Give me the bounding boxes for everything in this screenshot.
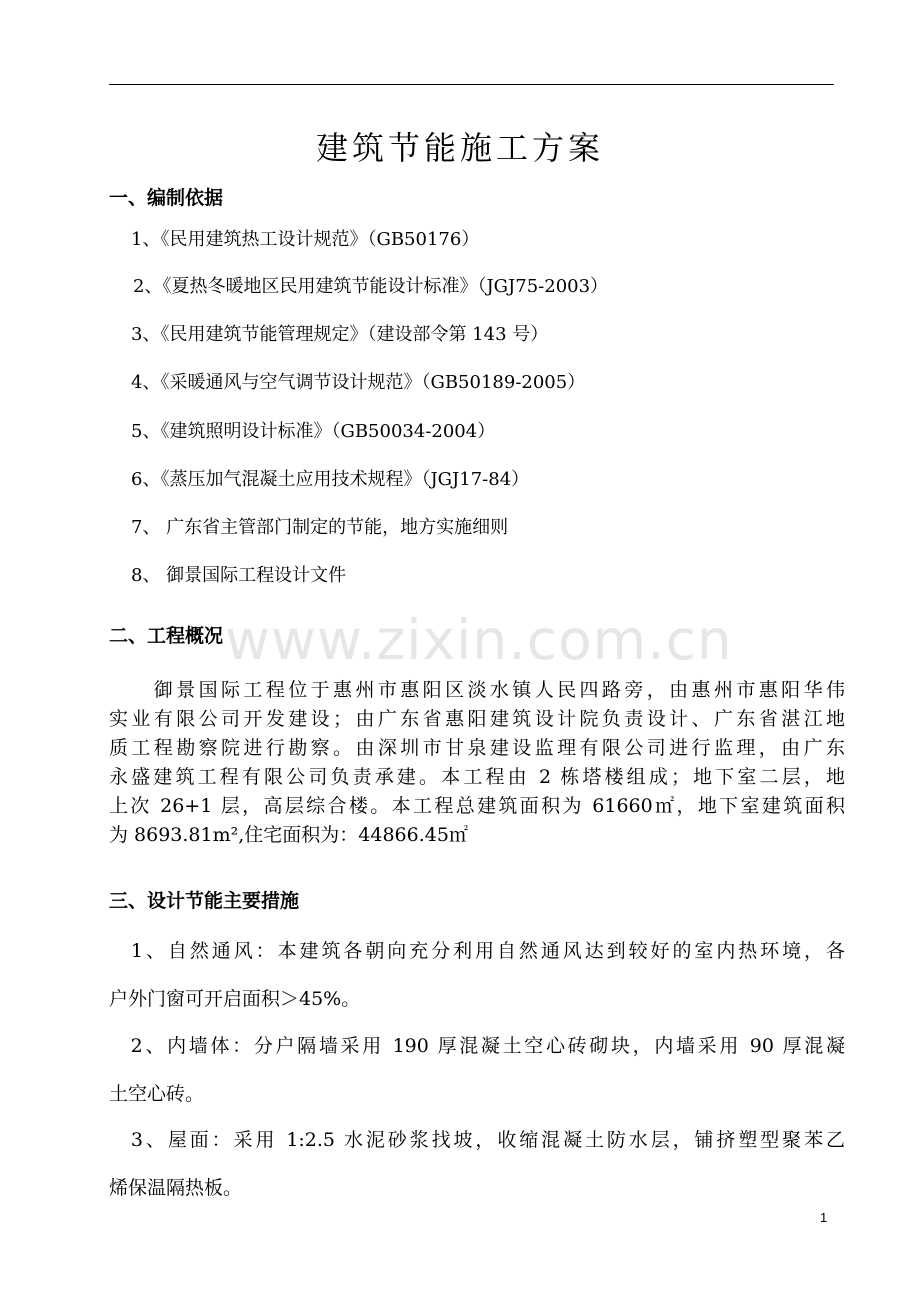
reference-item: 8、 御景国际工程设计文件	[131, 565, 347, 586]
reference-item: 4、《采暖通风与空气调节设计规范》（GB50189-2005）	[131, 372, 586, 393]
measure-line: 3、屋面：采用 1:2.5 水泥砂浆找坡，收缩混凝土防水层，铺挤塑型聚苯乙	[109, 1129, 845, 1151]
section-heading-measures: 三、设计节能主要措施	[109, 890, 300, 912]
section-heading-overview: 二、工程概况	[109, 625, 224, 647]
reference-item: 3、《民用建筑节能管理规定》（建设部令第 143 号）	[131, 324, 549, 345]
reference-item: 6、《蒸压加气混凝土应用技术规程》（JGJ17-84）	[131, 469, 530, 490]
measure-item	[109, 1116, 845, 1212]
watermark: www.zixin.com.cn	[225, 608, 733, 672]
reference-item: 1、《民用建筑热工设计规范》（GB50176）	[131, 229, 480, 250]
measure-line: 1、自然通风：本建筑各朝向充分利用自然通风达到较好的室内热环境，各	[109, 940, 845, 962]
reference-item: 2、《夏热冬暖地区民用建筑节能设计标准》（JGJ75-2003）	[133, 276, 609, 297]
section-heading-basis: 一、编制依据	[109, 187, 224, 209]
paragraph-line: 永盛建筑工程有限公司负责承建。本工程由 2 栋塔楼组成；地下室二层，地	[109, 766, 845, 788]
measure-line: 土空心砖。	[109, 1083, 205, 1105]
overview-paragraph	[109, 676, 845, 850]
reference-item: 7、 广东省主管部门制定的节能，地方实施细则	[131, 517, 509, 538]
document-title: 建筑节能施工方案	[315, 129, 604, 167]
paragraph-line: 上次 26+1 层，高层综合楼。本工程总建筑面积为 61660㎡，地下室建筑面积	[109, 795, 845, 817]
measure-line: 烯保温隔热板。	[109, 1177, 243, 1199]
measure-item	[109, 927, 845, 1023]
paragraph-line: 质工程勘察院进行勘察。由深圳市甘泉建设监理有限公司进行监理，由广东	[109, 737, 845, 759]
paragraph-line: 御景国际工程位于惠州市惠阳区淡水镇人民四路旁，由惠州市惠阳华伟	[109, 679, 845, 701]
measure-item	[109, 1022, 845, 1118]
header-rule	[109, 84, 834, 85]
paragraph-line: 实业有限公司开发建设；由广东省惠阳建筑设计院负责设计、广东省湛江地	[109, 708, 845, 730]
page-number: 1	[820, 1210, 828, 1225]
paragraph-line: 为 8693.81m²,住宅面积为：44866.45㎡	[109, 824, 468, 846]
reference-item: 5、《建筑照明设计标准》（GB50034-2004）	[131, 421, 496, 442]
measure-line: 户外门窗可开启面积＞45%。	[109, 988, 361, 1010]
measure-line: 2、内墙体：分户隔墙采用 190 厚混凝土空心砖砌块，内墙采用 90 厚混凝	[109, 1035, 845, 1057]
